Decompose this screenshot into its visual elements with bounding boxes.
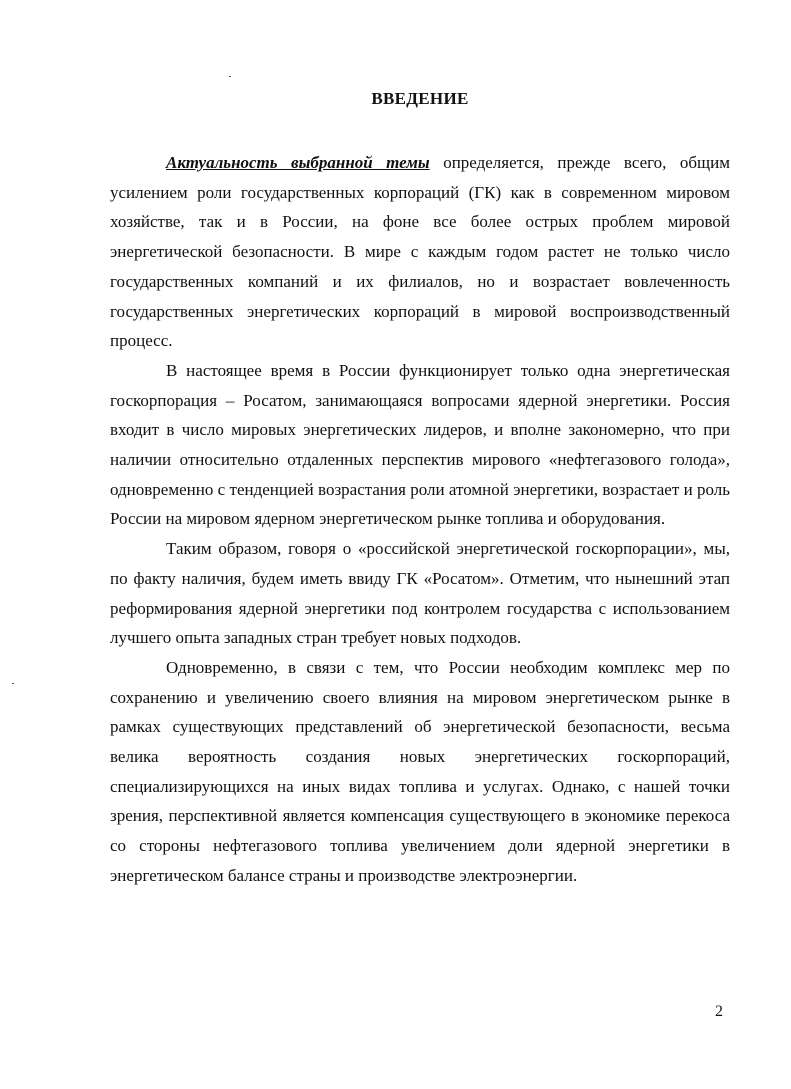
paragraph-new-corporations: Одновременно, в связи с тем, что России необходим комплекс мер по сохранению и увеличению своего влияния на мировом энергетическом рынке в рамках существующих представлений об энергетической безопасности, весьма велика вероятность создания новых энергетических госкорпораций, специализирующихся на иных видах топлива и услугах. Однако, с нашей точки зрения, перспективной является компенсация существующего в экономике перекоса со стороны нефтегазового топлива увеличением доли ядерной энергетики в энергетическом балансе страны и производстве электроэнергии. — [110, 657, 730, 885]
paragraph-text: определяется, прежде всего, общим усилением роли государственных корпораций (ГК) как в современном мировом хозяйстве, так и в России, на фоне все более острых проблем мировой энергетической безопасности. В мире с каждым годом растет не только число государственных компаний и их филиалов, но и возрастает вовлеченность государственных энергетических корпораций в мировой воспроизводственный процесс. — [110, 153, 730, 351]
body-text — [110, 148, 730, 891]
scan-speck — [12, 683, 14, 684]
paragraph-conclusion: Таким образом, говоря о «российской энергетической госкорпорации», мы, по факту наличия, будем иметь ввиду ГК «Росатом». Отметим, что нынешний этап реформирования ядерной энергетики под контролем государства с использованием лучшего опыта западных стран требует новых подходов. — [110, 539, 730, 648]
page-title: ВВЕДЕНИЕ — [371, 89, 469, 108]
paragraph-relevance — [110, 148, 730, 356]
relevance-lead: Актуальность выбранной темы — [166, 153, 430, 172]
paragraph-rosatom: В настоящее время в России функционирует только одна энергетическая госкорпорация – Росатом, занимающаяся вопросами ядерной энергетики. Россия входит в число мировых энергетических лидеров, и вполне закономерно, что при наличии относительно отдаленных перспектив мирового «нефтегазового голода», одновременно с тенденцией возрастания роли атомной энергетики, возрастает и роль России на мировом ядерном энергетическом рынке топлива и оборудования. — [110, 360, 730, 529]
page-number: 2 — [715, 1003, 723, 1020]
scan-speck — [229, 76, 231, 77]
